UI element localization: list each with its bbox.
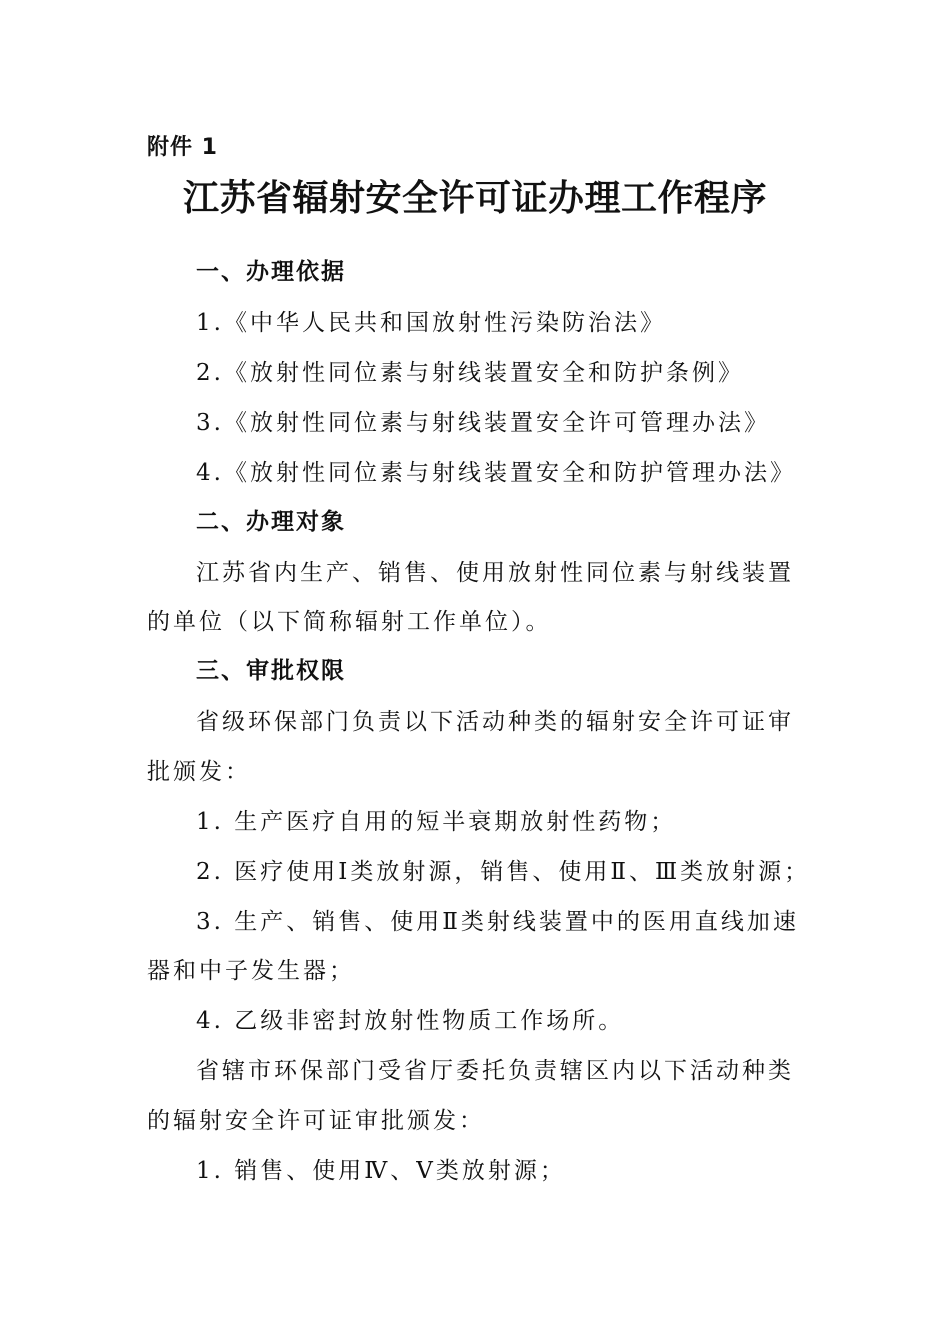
provincial-intro-line: 省级环保部门负责以下活动种类的辐射安全许可证审: [196, 709, 794, 735]
attachment-label: 附件 1: [147, 135, 218, 160]
provincial-intro-line: 批颁发：: [147, 759, 251, 785]
provincial-item: 器和中子发生器；: [147, 958, 355, 984]
section-heading-authority: 三、审批权限: [196, 658, 346, 684]
document-title: 江苏省辐射安全许可证办理工作程序: [182, 177, 767, 219]
target-paragraph-line: 江苏省内生产、销售、使用放射性同位素与射线装置: [196, 560, 794, 586]
basis-item: 3.《放射性同位素与射线装置安全许可管理办法》: [196, 410, 770, 436]
section-heading-basis: 一、办理依据: [196, 259, 346, 285]
provincial-item: 4. 乙级非密封放射性物质工作场所。: [196, 1008, 625, 1034]
basis-item: 4.《放射性同位素与射线装置安全和防护管理办法》: [196, 460, 796, 486]
basis-item: 1.《中华人民共和国放射性污染防治法》: [196, 310, 666, 336]
provincial-item: 2. 医疗使用Ⅰ类放射源，销售、使用Ⅱ、Ⅲ类放射源；: [196, 859, 811, 885]
basis-item: 2.《放射性同位素与射线装置安全和防护条例》: [196, 360, 744, 386]
provincial-item: 3. 生产、销售、使用Ⅱ类射线装置中的医用直线加速: [196, 909, 799, 935]
city-item: 1. 销售、使用Ⅳ、Ⅴ类放射源；: [196, 1158, 566, 1184]
provincial-item: 1. 生产医疗自用的短半衰期放射性药物；: [196, 809, 677, 835]
target-paragraph-line: 的单位（以下简称辐射工作单位）。: [147, 609, 552, 635]
section-heading-target: 二、办理对象: [196, 509, 346, 535]
city-intro-line: 省辖市环保部门受省厅委托负责辖区内以下活动种类: [196, 1058, 794, 1084]
city-intro-line: 的辐射安全许可证审批颁发：: [147, 1108, 485, 1134]
